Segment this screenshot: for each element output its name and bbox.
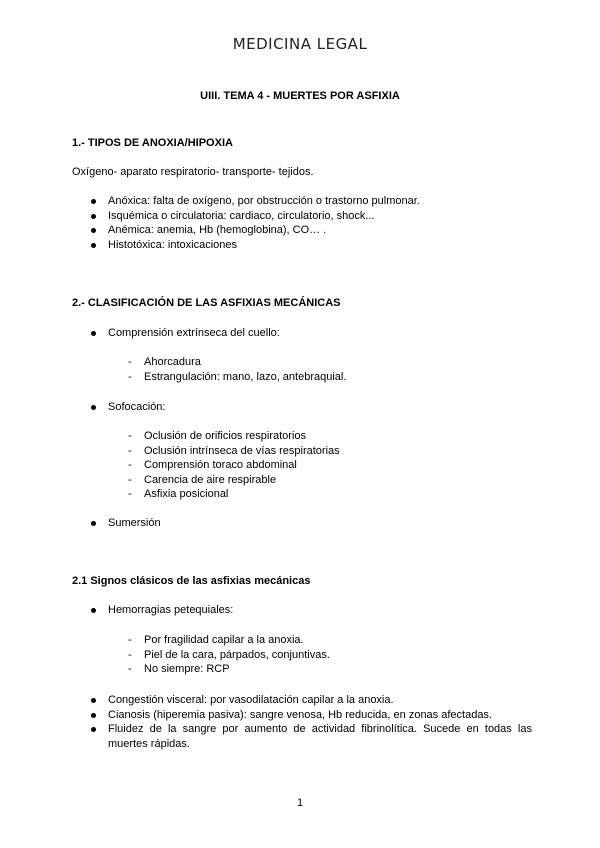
list-item: - Por fragilidad capilar a la anoxia. — [126, 633, 330, 648]
list-item: - Oclusión intrínseca de vías respiratorias — [126, 444, 340, 459]
sofocacion-sublist — [126, 429, 340, 502]
section-2-1-heading: 2.1 Signos clásicos de las asfixias mecánicas — [72, 575, 311, 587]
list-item: - Comprensión toraco abdominal — [126, 458, 340, 473]
list-item: Hemorragias petequiales: — [72, 603, 532, 618]
list-item: - Ahorcadura — [126, 355, 346, 370]
list-item: Anóxica: falta de oxígeno, por obstrucción o trastorno pulmonar. — [72, 194, 532, 209]
document-header-title: MEDICINA LEGAL — [232, 35, 368, 53]
list-item: Isquémica o circulatoria: cardiaco, circulatorio, shock... — [72, 209, 532, 224]
section-1-intro: Oxígeno- aparato respiratorio- transporte- tejidos. — [72, 166, 314, 178]
list-item: Sumersión — [72, 516, 532, 531]
list-item: Cianosis (hiperemia pasiva): sangre venosa, Hb reducida, en zonas afectadas. — [72, 708, 532, 723]
list-item: - Oclusión de orificios respiratorios — [126, 429, 340, 444]
compresion-bullet — [72, 326, 532, 341]
list-item: - Asfixia posicional — [126, 487, 340, 502]
signos-list — [72, 693, 532, 751]
list-item: - Piel de la cara, párpados, conjuntivas. — [126, 648, 330, 663]
list-item: Histotóxica: intoxicaciones — [72, 238, 532, 253]
section-1-heading: 1.- TIPOS DE ANOXIA/HIPOXIA — [72, 137, 233, 149]
list-item: Anémica: anemia, Hb (hemoglobina), CO… . — [72, 223, 532, 238]
anoxia-types-list — [72, 194, 532, 252]
list-item: - Estrangulación: mano, lazo, antebraquial. — [126, 370, 346, 385]
section-2-heading: 2.- CLASIFICACIÓN DE LAS ASFIXIAS MECÁNICAS — [72, 297, 341, 309]
list-item: - Carencia de aire respirable — [126, 473, 340, 488]
list-item: Comprensión extrínseca del cuello: — [72, 326, 532, 341]
list-item: Sofocación: — [72, 400, 532, 415]
sofocacion-bullet — [72, 400, 532, 415]
list-item: - No siempre: RCP — [126, 662, 330, 677]
compresion-sublist — [126, 355, 346, 384]
sumersion-bullet — [72, 516, 532, 531]
hemorragias-bullet — [72, 603, 532, 618]
page-number: 1 — [296, 797, 304, 809]
hemorragias-sublist — [126, 633, 330, 677]
document-title: UIII. TEMA 4 - MUERTES POR ASFIXIA — [200, 90, 400, 102]
list-item: Congestión visceral: por vasodilatación capilar a la anoxia. — [72, 693, 532, 708]
list-item: Fluidez de la sangre por aumento de actividad fibrinolítica. Sucede en todas las muertes rápidas. — [72, 722, 532, 751]
